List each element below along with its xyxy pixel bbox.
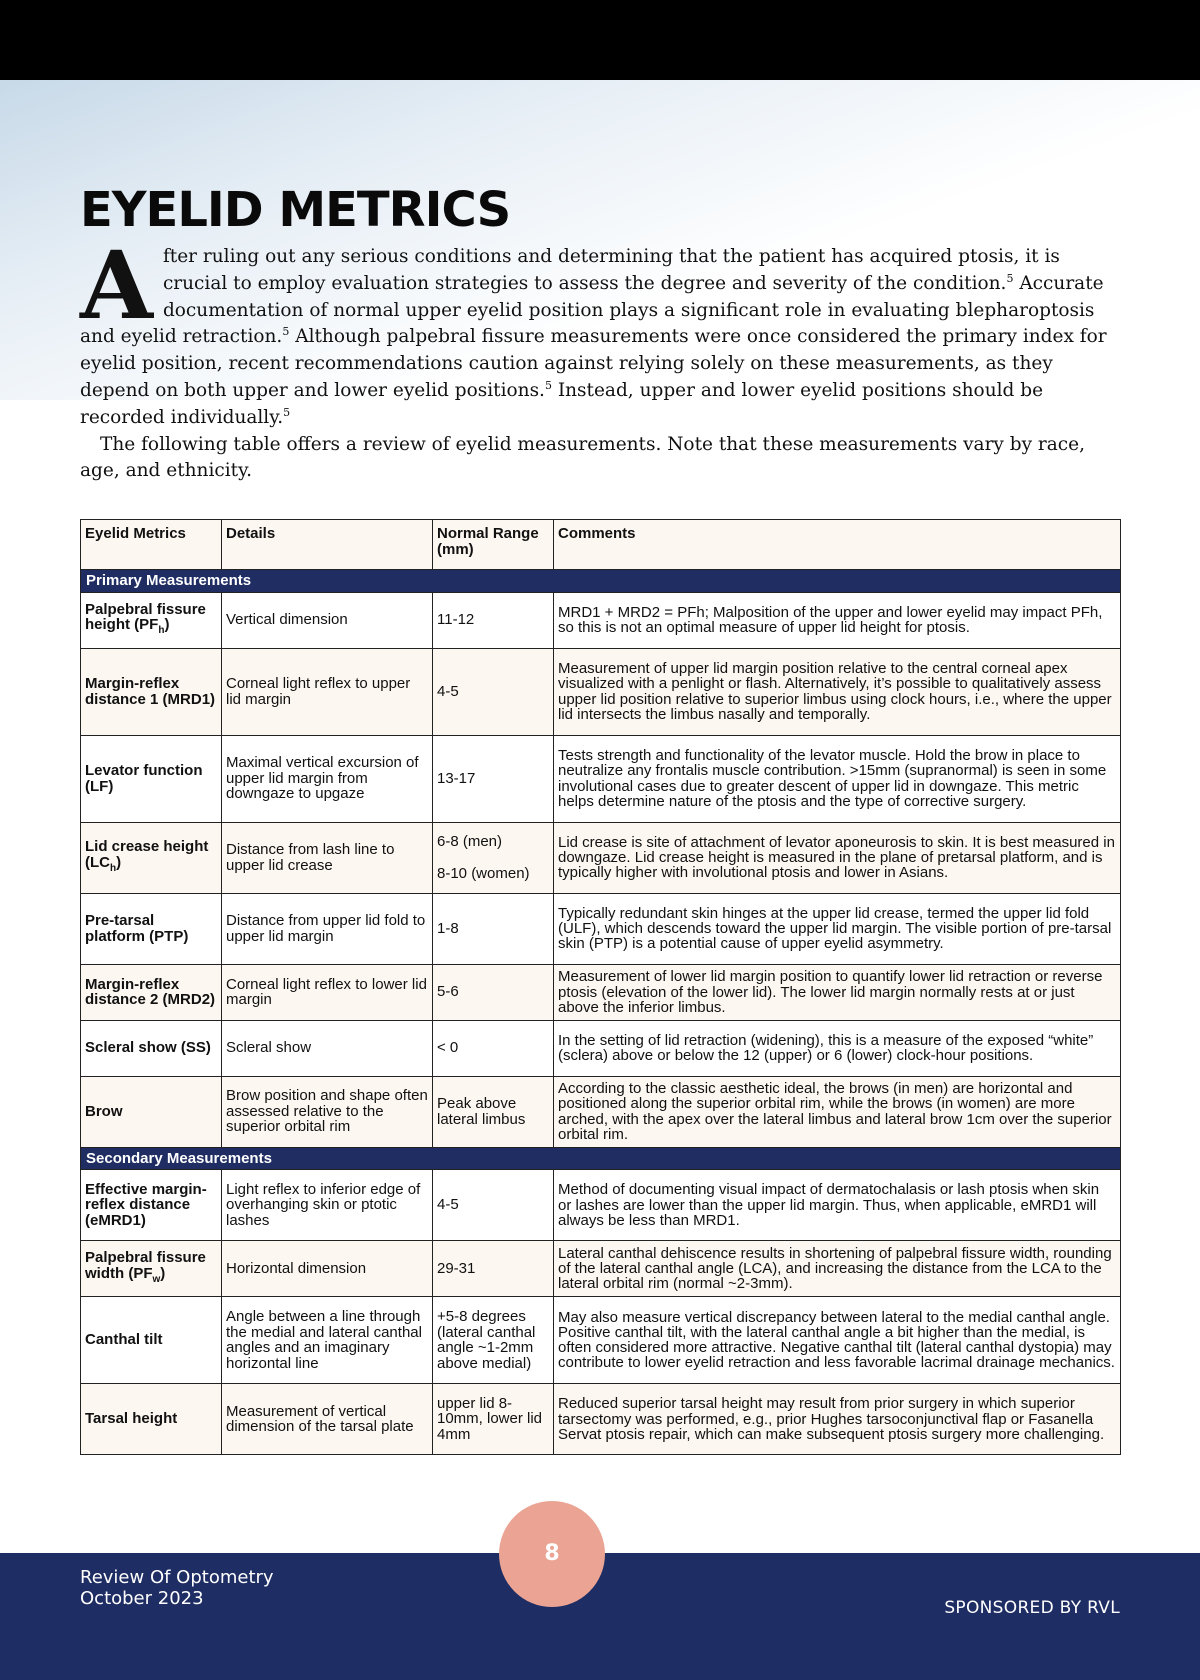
range-women: 8-10 (women) [437,865,530,883]
details-cell: Distance from upper lid fold to upper lid margin [222,893,433,964]
reference-marker: 5 [1006,271,1014,285]
section-label: Secondary Measurements [81,1147,1121,1170]
range-cell: 13-17 [433,735,554,822]
comment-cell: Lateral canthal dehiscence results in shortening of palpebral fissure width, rounding of the lateral canthal angle (LCA), and increasing the distance from the LCA to the lateral orbital rim (normal ~2-3mm). [554,1241,1121,1297]
table-row [81,735,1121,822]
reference-marker: 5 [544,378,552,392]
section-label: Primary Measurements [81,570,1121,593]
metric-cell: Effective margin-reflex distance (eMRD1) [81,1170,222,1241]
details-cell: Horizontal dimension [222,1241,433,1297]
metric-subscript: h [110,862,117,874]
intro-text [80,231,1120,485]
table-row [81,964,1121,1020]
page-title: EYELID METRICS [80,182,511,238]
metric-cell: Levator function (LF) [81,735,222,822]
details-cell: Vertical dimension [222,592,433,648]
sponsor-label: SPONSORED BY RVL [944,1598,1120,1618]
range-cell: +5-8 degrees (lateral canthal angle ~1-2mm above medial) [433,1297,554,1384]
metric-cell: Margin-reflex distance 2 (MRD2) [81,964,222,1020]
range-cell: Peak above lateral limbus [433,1076,554,1147]
metric-cell: Tarsal height [81,1384,222,1455]
table-row [81,648,1121,735]
metric-cell: Scleral show (SS) [81,1020,222,1076]
comment-cell: Lid crease is site of attachment of levator aponeurosis to skin. It is best measured in downgaze. Lid crease height is measured in the plane of pretarsal platform, and is typically higher with involutional ptosis and lower in Asians. [554,822,1121,893]
intro-paragraph-1 [80,231,1120,432]
range-men: 6-8 (men) [437,832,503,850]
metric-name-end: ) [164,616,170,634]
comment-cell: In the setting of lid retraction (widening), this is a measure of the exposed “white” (sclera) above or below the 12 (upper) or 6 (lower) clock-hour positions. [554,1020,1121,1076]
details-cell: Distance from lash line to upper lid crease [222,822,433,893]
table-row [81,592,1121,648]
drop-cap: A [80,231,153,341]
header-details: Details [222,520,433,570]
metric-name: Palpebral fissure width (PF [85,1249,206,1282]
metric-cell [81,592,222,648]
page-number-badge: 8 [499,1501,605,1607]
metric-subscript: w [152,1273,161,1285]
table-row [81,1020,1121,1076]
section-row-primary [81,570,1121,593]
reference-marker: 5 [283,405,291,419]
details-cell: Measurement of vertical dimension of the tarsal plate [222,1384,433,1455]
details-cell: Scleral show [222,1020,433,1076]
comment-cell: Tests strength and functionality of the levator muscle. Hold the brow in place to neutralize any frontalis muscle contribution. >15mm (supranormal) is seen in some involutional cases due to greater descent of upper lid in downgaze. This metric helps determine nature of the ptosis and the type of corrective surgery. [554,735,1121,822]
metric-cell [81,1241,222,1297]
details-cell: Angle between a line through the medial and lateral canthal angles and an imaginary horizontal line [222,1297,433,1384]
metric-name-end: ) [160,1264,166,1282]
details-cell: Brow position and shape often assessed relative to the superior orbital rim [222,1076,433,1147]
range-cell: < 0 [433,1020,554,1076]
range-cell: upper lid 8-10mm, lower lid 4mm [433,1384,554,1455]
metric-name: Palpebral fissure height (PF [85,600,206,634]
comment-cell: May also measure vertical discrepancy between lateral to the medial canthal angle. Positive canthal tilt, with the lateral canthal angle a bit higher than the medial, is often considered more attractive. Negative canthal tilt (lateral canthal dystopia) may contribute to lower eyelid retraction and less favorable lacrimal drainage mechanics. [554,1297,1121,1384]
footer-publication-info [80,1567,274,1609]
table-row [81,1170,1121,1241]
intro-text-a: fter ruling out any serious conditions and determining that the patient has acquired ptosis, it is crucial to employ evaluation strategies to assess the degree and severity of the condition. [162,246,1060,294]
article-body [80,180,1120,1455]
reference-marker: 5 [282,325,290,339]
comment-cell: Method of documenting visual impact of dermatochalasis or lash ptosis when skin or lashes are lower than the upper lid margin. Thus, when applicable, eMRD1 will always be less than MRD1. [554,1170,1121,1241]
comment-cell: According to the classic aesthetic ideal, the brows (in men) are horizontal and positioned along the superior orbital rim, while the brows (in women) are more arched, with the apex over the lateral limbus and lateral brow 1cm over the superior orbital rim. [554,1076,1121,1147]
intro-text-c: Although palpebral fissure measurements were once considered the primary index for eyelid position, recent recommendations caution against relying solely on these measurements, as they depend on both upper and lower eyelid positions. [80,326,1107,401]
metric-cell: Canthal tilt [81,1297,222,1384]
metric-cell [81,822,222,893]
header-comments: Comments [554,520,1121,570]
table-row [81,822,1121,893]
header-eyelid-metrics: Eyelid Metrics [81,520,222,570]
publication-date: October 2023 [80,1588,204,1609]
range-cell: 4-5 [433,1170,554,1241]
metric-name-end: ) [116,853,122,871]
section-row-secondary [81,1147,1121,1170]
table-row [81,893,1121,964]
intro-paragraph-2: The following table offers a review of eyelid measurements. Note that these measurements vary by race, age, and ethnicity. [80,433,1085,482]
eyelid-metrics-table [80,519,1121,1455]
details-cell: Corneal light reflex to upper lid margin [222,648,433,735]
top-black-bar [0,0,1200,80]
metric-cell: Margin-reflex distance 1 (MRD1) [81,648,222,735]
metric-subscript: h [158,625,165,637]
range-cell [433,822,554,893]
metric-cell: Pre-tarsal platform (PTP) [81,893,222,964]
table-row [81,1384,1121,1455]
intro-text-b: Accurate documentation of normal upper eyelid position plays a significant role in evaluating blepharoptosis and eyelid retraction. [80,272,1104,348]
intro-text-d: Instead, upper and lower eyelid positions should be recorded individually. [80,379,1044,428]
range-cell: 4-5 [433,648,554,735]
header-normal-range: Normal Range (mm) [433,520,554,570]
range-cell: 5-6 [433,964,554,1020]
table-row [81,1076,1121,1147]
details-cell: Light reflex to inferior edge of overhanging skin or ptotic lashes [222,1170,433,1241]
table-row [81,1241,1121,1297]
comment-cell: Measurement of upper lid margin position relative to the central corneal apex visualized with a penlight or flash. Alternatively, it’s possible to qualitatively assess upper lid position relative to superior limbus using clock hours, i.e., where the upper lid intersects the limbus nasally and temporally. [554,648,1121,735]
table-header-row [81,520,1121,570]
metric-cell: Brow [81,1076,222,1147]
comment-cell: Reduced superior tarsal height may result from prior surgery in which superior tarsectomy was performed, e.g., prior Hughes tarsoconjunctival flap or Fasanella Servat ptosis repair, which can make subsequent ptosis surgery more challenging. [554,1384,1121,1455]
details-cell: Maximal vertical excursion of upper lid margin from downgaze to upgaze [222,735,433,822]
comment-cell: Typically redundant skin hinges at the upper lid crease, termed the upper lid fold (ULF), which descends toward the upper lid margin. The visible portion of pre-tarsal skin (PTP) is a potential cause of upper eyelid asymmetry. [554,893,1121,964]
range-cell: 1-8 [433,893,554,964]
comment-cell: MRD1 + MRD2 = PFh; Malposition of the upper and lower eyelid may impact PFh, so this is not an optimal measure of upper lid height for ptosis. [554,592,1121,648]
range-cell: 29-31 [433,1241,554,1297]
details-cell: Corneal light reflex to lower lid margin [222,964,433,1020]
range-cell: 11-12 [433,592,554,648]
comment-cell: Measurement of lower lid margin position to quantify lower lid retraction or reverse ptosis (elevation of the lower lid). The lower lid margin normally rests at or just above the inferior limbus. [554,964,1121,1020]
publication-name: Review Of Optometry [80,1567,274,1588]
table-row [81,1297,1121,1384]
metric-name: Lid crease height (LC [85,838,209,871]
